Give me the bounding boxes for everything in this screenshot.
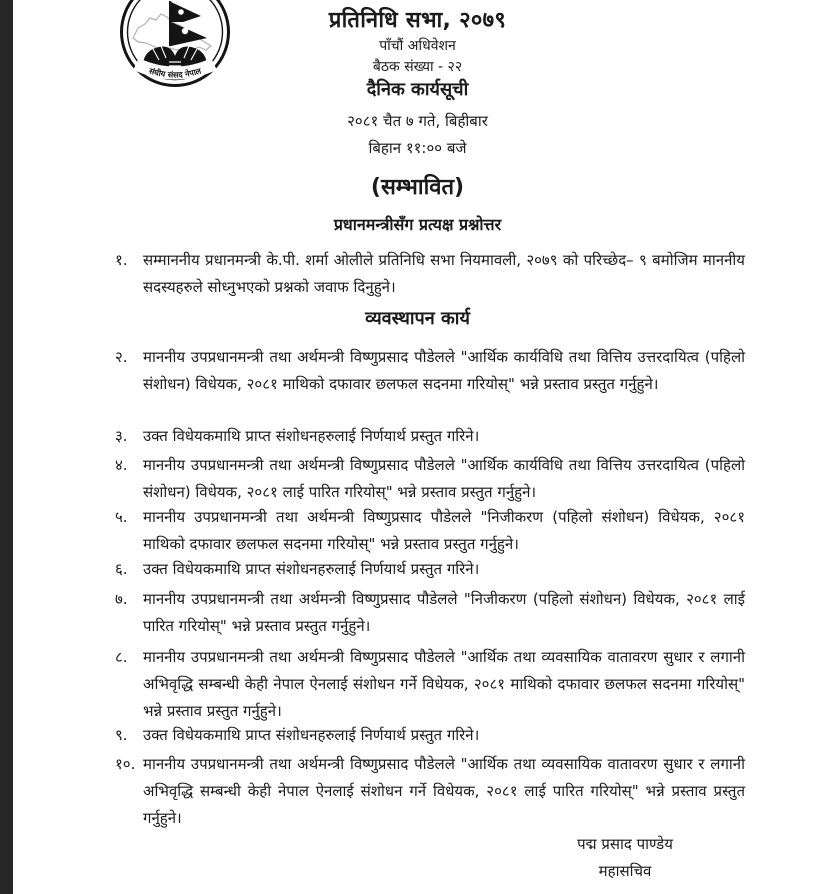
agenda-item-text: माननीय उपप्रधानमन्त्री तथा अर्थमन्त्री विष्णुप्रसाद पौडेलले "निजीकरण (पहिलो संशोधन) विधेयक, २०८१ माथिको दफावार छलफल सदनमा गरियोस्" भन्ने प्रस्ताव प्रस्तुत गर्नुहुने। bbox=[143, 508, 745, 553]
agenda-item-7 bbox=[115, 586, 745, 640]
agenda-document-page bbox=[13, 0, 822, 894]
signature-block bbox=[540, 831, 710, 885]
agenda-item-9 bbox=[115, 722, 745, 749]
agenda-item-number: १०. bbox=[115, 755, 136, 773]
agenda-item-2 bbox=[115, 344, 745, 398]
agenda-item-number: ७. bbox=[115, 590, 128, 608]
tentative-label: (सम्भावित) bbox=[370, 175, 465, 200]
agenda-item-4 bbox=[115, 452, 745, 506]
agenda-item-text: माननीय उपप्रधानमन्त्री तथा अर्थमन्त्री विष्णुप्रसाद पौडेलले "निजीकरण (पहिलो संशोधन) विधेयक, २०८१ लाई पारित गरियोस्" भन्ने प्रस्ताव प्रस्तुत गर्नुहुने। bbox=[143, 590, 745, 635]
agenda-item-text: माननीय उपप्रधानमन्त्री तथा अर्थमन्त्री विष्णुप्रसाद पौडेलले "आर्थिक कार्यविधि तथा वित्तिय उत्तरदायित्व (पहिलो संशोधन) विधेयक, २०८१ लाई पारित गरियोस्" भन्ने प्रस्ताव प्रस्तुत गर्नुहुने। bbox=[143, 456, 745, 501]
agenda-item-number: ९. bbox=[115, 726, 128, 744]
agenda-item-text: उक्त विधेयकमाथि प्राप्त संशोधनहरुलाई निर्णयार्थ प्रस्तुत गरिने। bbox=[143, 560, 480, 578]
agenda-item-text: माननीय उपप्रधानमन्त्री तथा अर्थमन्त्री विष्णुप्रसाद पौडेलले "आर्थिक तथा व्यवसायिक वातावरण सुधार र लगानी अभिवृद्धि सम्बन्धी केही नेपाल ऐनलाई संशोधन गर्ने विधेयक, २०८१ माथिको दफावार छलफल सदनमा गरियोस्" भन्ने प्रस्ताव प्रस्तुत गर्नुहुने। bbox=[143, 648, 745, 720]
agenda-item-text: उक्त विधेयकमाथि प्राप्त संशोधनहरुलाई निर्णयार्थ प्रस्तुत गरिने। bbox=[143, 427, 480, 445]
agenda-item-number: ८. bbox=[115, 648, 128, 666]
signatory-name: पद्म प्रसाद पाण्डेय bbox=[577, 835, 673, 853]
time-line: बिहान ११:०० बजे bbox=[368, 139, 467, 157]
agenda-item-number: ४. bbox=[115, 456, 128, 474]
agenda-item-text: सम्माननीय प्रधानमन्त्री के.पी. शर्मा ओलीले प्रतिनिधि सभा नियमावली, २०७९ को परिच्छेद– ९ बमोजिम माननीय सदस्यहरुले सोध्नुभएको प्रश्नको जवाफ दिनुहुने। bbox=[143, 251, 745, 296]
agenda-item-1 bbox=[115, 247, 745, 301]
viewer-edge-bar bbox=[0, 0, 13, 894]
seal-banner-text: संघीय संसद नेपाल bbox=[147, 66, 203, 80]
agenda-item-5 bbox=[115, 504, 745, 558]
section-heading-pm-qa: प्रधानमन्त्रीसँग प्रत्यक्ष प्रश्नोत्तर bbox=[333, 215, 502, 234]
section-heading-management: व्यवस्थापन कार्य bbox=[365, 308, 470, 329]
agenda-item-number: २. bbox=[115, 348, 128, 366]
agenda-item-6 bbox=[115, 556, 745, 583]
session-line: पाँचौं अधिवेशन bbox=[379, 38, 456, 54]
agenda-item-number: ३. bbox=[115, 427, 128, 445]
agenda-item-number: ६. bbox=[115, 560, 128, 578]
date-line: २०८१ चैत ७ गते, बिहीबार bbox=[347, 112, 488, 130]
agenda-item-text: माननीय उपप्रधानमन्त्री तथा अर्थमन्त्री विष्णुप्रसाद पौडेलले "आर्थिक कार्यविधि तथा वित्तिय उत्तरदायित्व (पहिलो संशोधन) विधेयक, २०८१ माथिको दफावार छलफल सदनमा गरियोस्" भन्ने प्रस्ताव प्रस्तुत गर्नुहुने। bbox=[143, 348, 745, 393]
assembly-title: प्रतिनिधि सभा, २०७९ bbox=[328, 8, 507, 33]
agenda-item-10 bbox=[115, 751, 745, 832]
document-title: दैनिक कार्यसूची bbox=[366, 79, 469, 100]
agenda-item-3 bbox=[115, 423, 745, 450]
agenda-item-number: ५. bbox=[115, 508, 128, 526]
agenda-item-text: माननीय उपप्रधानमन्त्री तथा अर्थमन्त्री विष्णुप्रसाद पौडेलले "आर्थिक तथा व्यवसायिक वातावरण सुधार र लगानी अभिवृद्धि सम्बन्धी केही नेपाल ऐनलाई संशोधन गर्ने विधेयक, २०८१ लाई पारित गरियोस्" भन्ने प्रस्ताव प्रस्तुत गर्नुहुने। bbox=[143, 755, 745, 827]
agenda-item-number: १. bbox=[115, 251, 128, 269]
signatory-title: महासचिव bbox=[598, 862, 652, 880]
meeting-number-line: बैठक संख्या - २२ bbox=[372, 59, 463, 75]
agenda-item-8 bbox=[115, 644, 745, 725]
agenda-item-text: उक्त विधेयकमाथि प्राप्त संशोधनहरुलाई निर्णयार्थ प्रस्तुत गरिने। bbox=[143, 726, 480, 744]
